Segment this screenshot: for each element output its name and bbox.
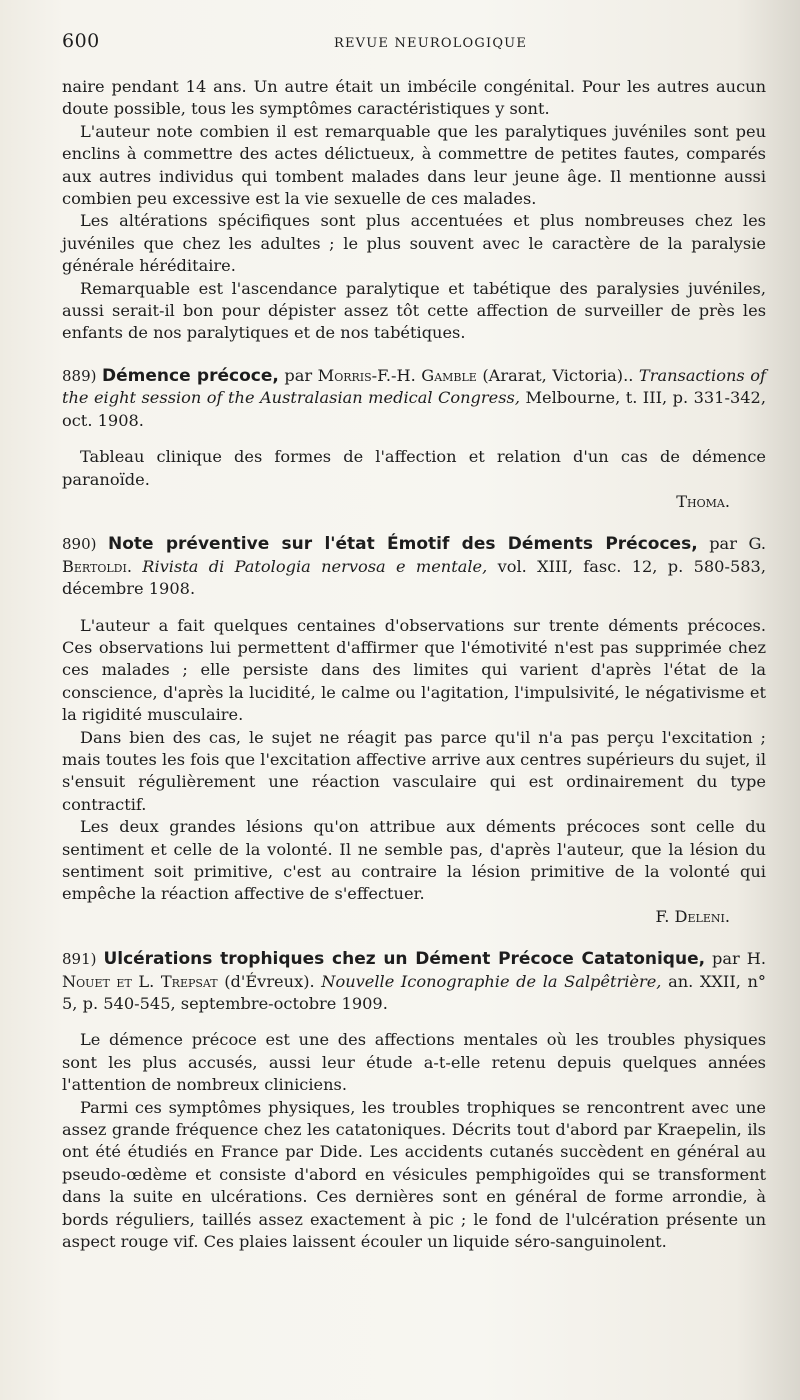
paragraph: Tableau clinique des formes de l'affection et relation d'un cas de démence paranoïde. [62,447,766,489]
entry-by: par [284,365,313,385]
entry-citation [62,533,766,600]
reviewer-name: Thoma. [676,491,730,511]
entry-title: Ulcérations trophiques chez un Dément Précoce Catatonique, [103,949,706,970]
paragraph: Les deux grandes lésions qu'on attribue aux déments précoces sont celle du sentiment et celle de la volonté. Il ne semble pas, d'après l'auteur, que la lésion du sentiment soit primitive, c'est au contraire la lésion primitive de la volonté qui empêche la réaction affective de s'effectuer. [62,817,766,904]
entry-author: G. Bertoldi. [62,534,766,576]
reviewer-name: F. Deleni. [655,906,730,926]
continued-review [62,76,766,345]
entry-by: par [712,949,740,969]
entry-reference: an. XXII, n° 5, p. 540-545, septembre-octobre 1909. [62,971,766,1014]
paragraph: Le démence précoce est une des affections mentales où les troubles physiques sont les plus accusés, aussi leur étude a-t-elle retenu depuis quelques années l'attention de nombreux cliniciens. [62,1030,766,1095]
entry-author: Morris-F.-H. Gamble [317,365,477,385]
running-head: REVUE NEUROLOGIQUE [334,36,528,51]
reviewer-line [62,491,766,513]
paragraph: L'auteur a fait quelques centaines d'observations sur trente déments précoces. Ces observations lui permettent d'affirmer que l'émotivité n'est pas supprimée chez ces malades ; elle persiste dans des limites qui varient d'après l'état de la conscience, d'après la lucidité, le calme ou l'agitation, l'impulsivité, le négativisme et la rigidité musculaire. [62,615,766,725]
entry-reference: Melbourne, t. III, p. 331-342, oct. 1908. [62,388,766,430]
entry-author: H. Nouet et L. Trepsat [62,949,767,991]
entry-reference: vol. XIII, fasc. 12, p. 580-583, décembre 1908. [62,556,766,599]
review-entry-889 [62,365,766,513]
paragraph: naire pendant 14 ans. Un autre était un imbécile congénital. Pour les autres aucun doute possible, tous les symptômes caractéristiques y sont. [62,77,766,119]
entry-journal: Rivista di Patologia nervosa e mentale, [142,556,488,576]
entry-number: 890) [62,535,97,554]
entry-place: (d'Évreux). [224,971,315,991]
paragraph: Les altérations spécifiques sont plus accentuées et plus nombreuses chez les juvéniles que chez les adultes ; le plus souvent avec le caractère de la paralysie générale héréditaire. [62,211,766,276]
entry-number: 891) [62,950,97,969]
entry-number: 889) [62,366,97,385]
entry-title: Note préventive sur l'état Émotif des Déments Précoces, [108,534,698,555]
entry-title: Démence précoce, [102,365,279,386]
paragraph: Remarquable est l'ascendance paralytique et tabétique des paralysies juvéniles, aussi serait-il bon pour dépister assez tôt cette affection de surveiller de près les enfants de nos paralytiques et de nos tabétiques. [62,278,766,343]
entry-by: par [709,534,737,554]
page-content [62,76,766,1254]
entry-citation: 889) Démence précoce, par Morris-F.-H. Gamble (Ararat, Victoria).. Transactions of the eight session of the Australasian medical Congress, Melbourne, t. III, p. 331-342, oct. 1908. [62,365,766,430]
reviewer-line [62,906,766,928]
paragraph: Parmi ces symptômes physiques, les troubles trophiques se rencontrent avec une assez grande fréquence chez les catatoniques. Décrits tout d'abord par Kraepelin, ils ont été étudiés en France par Dide. Les accidents cutanés succèdent en général au pseudo-œdème et consiste d'abord en vésicules pemphigoïdes qui se transforment dans la suite en ulcérations. Ces dernières sont en général de forme arrondie, à bords réguliers, taillés assez exactement à pic ; le fond de l'ulcération présente un aspect rouge vif. Ces plaies laissent écouler un liquide séro-sanguinolent. [62,1097,766,1252]
entry-place: (Ararat, Victoria). [482,365,629,385]
review-entry-891 [62,948,766,1253]
entry-citation [62,948,766,1015]
page-header [62,30,760,60]
paragraph: L'auteur note combien il est remarquable que les paralytiques juvéniles sont peu enclins à commettre des actes délictueux, à commettre de petites fautes, comparés aux autres individus qui tombent malades dans leur jeune âge. Il mentionne aussi combien peu excessive est la vie sexuelle de ces malades. [62,121,766,209]
review-entry-890 [62,533,766,928]
entry-journal: Nouvelle Iconographie de la Salpêtrière, [321,971,662,991]
page-number: 600 [62,30,100,52]
paragraph: Dans bien des cas, le sujet ne réagit pas parce qu'il n'a pas perçu l'excitation ; mais toutes les fois que l'excitation affective arrive aux centres supérieurs du sujet, il s'ensuit régulièrement une réaction vasculaire qui est ordinairement du type contractif. [62,727,766,814]
entry-journal: Transactions of the eight session of the Australasian medical Congress, [62,365,766,408]
